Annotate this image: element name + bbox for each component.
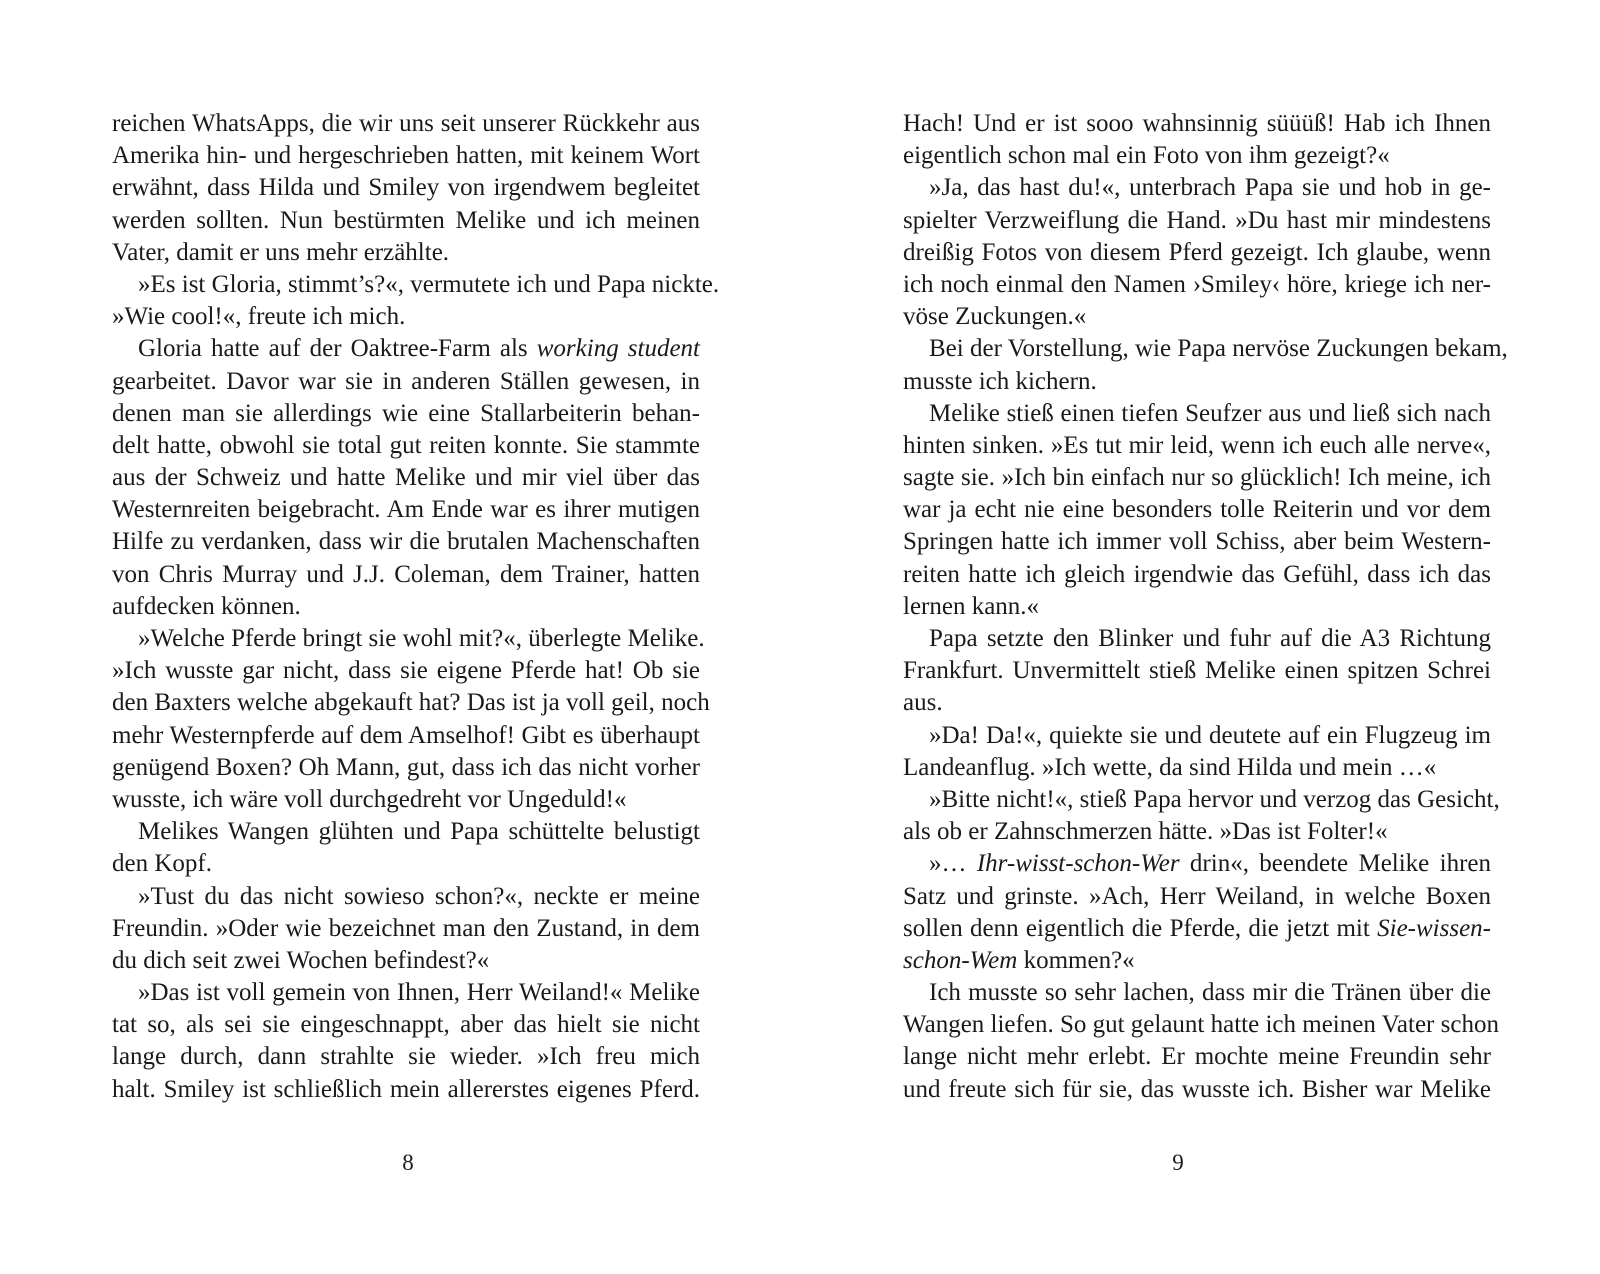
text-line: dreißig Fotos von diesem Pferd gezeigt. Ich glaube, wenn	[903, 238, 1491, 266]
left-page-text	[112, 108, 720, 1106]
text-line	[903, 913, 1491, 945]
text-line: »Ich wusste gar nicht, dass sie eigene Pferde hat! Ob sie	[112, 657, 700, 685]
text-line: wusste, ich wäre voll durchgedreht vor Ungeduld!«	[112, 785, 627, 813]
text-line: »Bitte nicht!«, stieß Papa hervor und verzog das Gesicht,	[929, 785, 1500, 813]
text-line: Amerika hin- und hergeschrieben hatten, mit keinem Wort	[112, 142, 700, 170]
text-line: Landeanflug. »Ich wette, da sind Hilda und mein …«	[903, 753, 1437, 781]
text-line: und freute sich für sie, das wusste ich. Bisher war Melike	[903, 1075, 1491, 1103]
text-line: genügend Boxen? Oh Mann, gut, dass ich das nicht vorher	[112, 753, 700, 781]
text-line: lange nicht mehr erlebt. Er mochte meine Freundin sehr	[903, 1043, 1491, 1071]
text-line: aus.	[903, 689, 943, 717]
text-line: »Wie cool!«, freute ich mich.	[112, 303, 406, 331]
text-line: Bei der Vorstellung, wie Papa nervöse Zuckungen bekam,	[929, 335, 1508, 363]
text-line: tat so, als sei sie eingeschnappt, aber das hielt sie nicht	[112, 1011, 700, 1039]
text-line: Springen hatte ich immer voll Schiss, aber beim Western-	[903, 528, 1491, 556]
page-number-left: 8	[402, 1150, 414, 1175]
text-line: von Chris Murray und J.J. Coleman, dem Trainer, hatten	[112, 560, 700, 588]
text-line: eigentlich schon mal ein Foto von ihm gezeigt?«	[903, 142, 1390, 170]
right-page	[800, 0, 1600, 1274]
text-line: Freundin. »Oder wie bezeichnet man den Zustand, in dem	[112, 914, 700, 942]
right-page-text	[903, 108, 1508, 1106]
text-segment: »…	[929, 850, 977, 878]
italic-text: working student	[536, 335, 700, 363]
text-line: Hach! Und er ist sooo wahnsinnig süüüß! Hab ich Ihnen	[903, 110, 1491, 137]
text-line: Westernreiten beigebracht. Am Ende war es ihrer mutigen	[112, 496, 700, 524]
text-line: war ja echt nie eine besonders tolle Reiterin und vor dem	[903, 496, 1491, 524]
text-segment: drin«, beendete Melike ihren	[1179, 850, 1491, 878]
text-line: Melike stieß einen tiefen Seufzer aus und ließ sich nach	[929, 399, 1491, 427]
text-line: werden sollten. Nun bestürmten Melike und ich meinen	[112, 206, 700, 234]
text-line: du dich seit zwei Wochen befindest?«	[112, 946, 490, 974]
text-line: Satz und grinste. »Ach, Herr Weiland, in welche Boxen	[903, 882, 1491, 910]
text-line: Wangen liefen. So gut gelaunt hatte ich meinen Vater schon	[903, 1011, 1499, 1039]
text-line: »Es ist Gloria, stimmt’s?«, vermutete ich und Papa nickte.	[138, 270, 720, 298]
text-line: den Kopf.	[112, 850, 212, 878]
text-line: Melikes Wangen glühten und Papa schüttelte belustigt	[138, 818, 700, 846]
italic-text: Sie-wissen-	[1377, 914, 1491, 942]
text-line: erwähnt, dass Hilda und Smiley von irgendwem begleitet	[112, 174, 700, 202]
text-line: Hilfe zu verdanken, dass wir die brutalen Machenschaften	[112, 528, 700, 556]
page-number-right: 9	[1172, 1150, 1184, 1175]
text-segment: sollen denn eigentlich die Pferde, die jetzt mit	[903, 914, 1378, 942]
text-line: Vater, damit er uns mehr erzählte.	[112, 238, 450, 266]
text-line: »Da! Da!«, quiekte sie und deutete auf ein Flugzeug im	[929, 721, 1491, 749]
text-line: lernen kann.«	[903, 592, 1040, 620]
text-line: »Tust du das nicht sowieso schon?«, neckte er meine	[138, 882, 700, 910]
text-line: sagte sie. »Ich bin einfach nur so glücklich! Ich meine, ich	[903, 464, 1491, 492]
text-line: »Welche Pferde bringt sie wohl mit?«, überlegte Melike.	[138, 625, 705, 652]
text-line: als ob er Zahnschmerzen hätte. »Das ist Folter!«	[903, 818, 1388, 846]
text-line: Ich musste so sehr lachen, dass mir die Tränen über die	[929, 979, 1491, 1007]
text-line: delt hatte, obwohl sie total gut reiten konnte. Sie stammte	[112, 431, 700, 459]
text-line: den Baxters welche abgekauft hat? Das ist ja voll geil, noch	[112, 689, 710, 717]
text-line: Papa setzte den Blinker und fuhr auf die A3 Richtung	[929, 625, 1491, 652]
text-line: aufdecken können.	[112, 592, 301, 620]
text-line: ich noch einmal den Namen ›Smiley‹ höre, kriege ich ner-	[903, 270, 1491, 298]
text-line: »Ja, das hast du!«, unterbrach Papa sie und hob in ge-	[929, 174, 1491, 202]
text-line: lange durch, dann strahlte sie wieder. »Ich freu mich	[112, 1043, 700, 1071]
text-line: denen man sie allerdings wie eine Stallarbeiterin behan-	[112, 399, 700, 427]
text-line: mehr Westernpferde auf dem Amselhof! Gibt es überhaupt	[112, 721, 700, 749]
text-line: »Das ist voll gemein von Ihnen, Herr Weiland!« Melike	[138, 979, 700, 1007]
text-line: vöse Zuckungen.«	[903, 303, 1087, 331]
italic-text: schon-Wem	[903, 946, 1018, 974]
text-line: gearbeitet. Davor war sie in anderen Ställen gewesen, in	[112, 367, 700, 395]
text-segment: kommen?«	[1017, 946, 1135, 974]
text-line: spielter Verzweiflung die Hand. »Du hast mir mindestens	[903, 206, 1491, 234]
text-line	[903, 945, 1491, 977]
text-line: reiten hatte ich gleich irgendwie das Gefühl, dass ich das	[903, 560, 1491, 588]
text-line: musste ich kichern.	[903, 367, 1097, 395]
text-line	[112, 333, 700, 365]
text-line: aus der Schweiz und hatte Melike und mir viel über das	[112, 464, 700, 492]
text-segment: Gloria hatte auf der Oaktree-Farm als	[138, 335, 537, 363]
text-line: halt. Smiley ist schließlich mein allererstes eigenes Pferd.	[112, 1075, 700, 1103]
italic-text: Ihr-wisst-schon-Wer	[976, 850, 1180, 878]
text-line: Frankfurt. Unvermittelt stieß Melike einen spitzen Schrei	[903, 657, 1491, 685]
text-line	[903, 848, 1491, 880]
text-line: hinten sinken. »Es tut mir leid, wenn ich euch alle nerve«,	[903, 431, 1491, 459]
text-line: reichen WhatsApps, die wir uns seit unserer Rückkehr aus	[112, 110, 700, 137]
